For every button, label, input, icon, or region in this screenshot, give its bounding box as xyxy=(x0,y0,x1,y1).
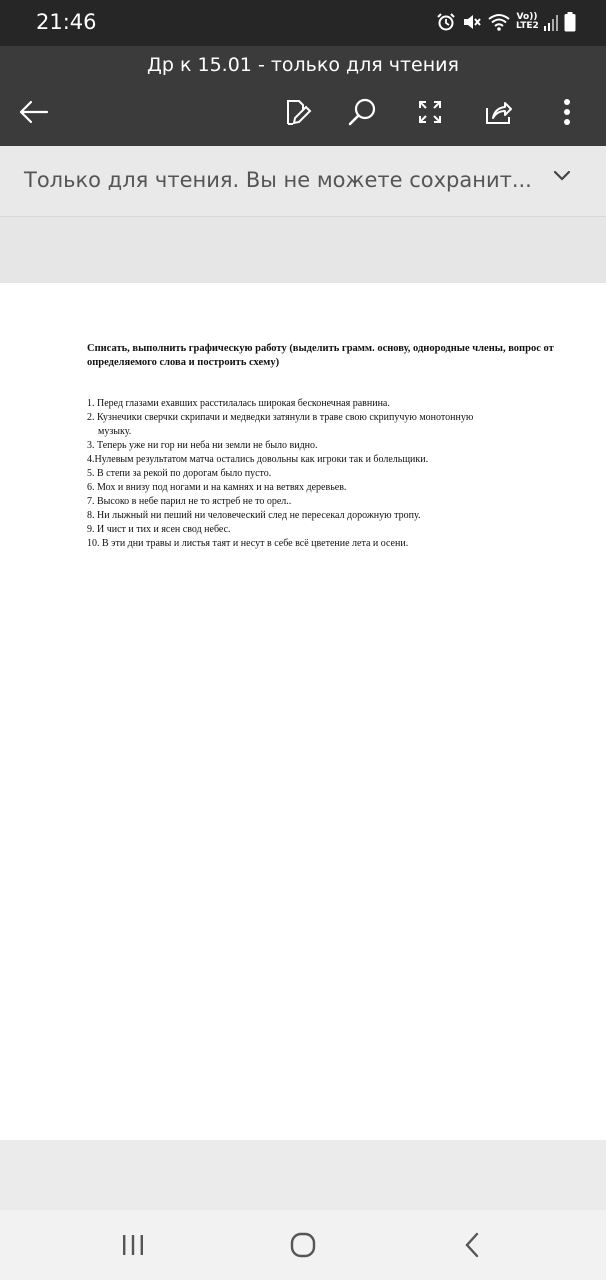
document-line: 2. Кузнечики сверчки скрипачи и медведки затянули в траве свою скрипучую монотонную xyxy=(87,412,474,423)
notice-text: Только для чтения. Вы не можете сохранит... xyxy=(24,168,532,192)
read-only-notice[interactable] xyxy=(0,146,606,217)
document-line: 1. Перед глазами ехавших расстилалась широкая бесконечная равнина. xyxy=(87,398,390,409)
document-line: 6. Мох и внизу под ногами и на камнях и на ветвях деревьев. xyxy=(87,482,347,493)
document-line: 9. И чист и тих и ясен свод небес. xyxy=(87,524,231,535)
chevron-down-icon xyxy=(552,168,572,182)
wifi-icon xyxy=(488,12,510,32)
document-title: Др к 15.01 - только для чтения xyxy=(147,54,459,76)
mute-icon xyxy=(462,12,482,32)
edit-button[interactable] xyxy=(279,94,315,130)
recent-apps-icon xyxy=(120,1233,146,1257)
app-header xyxy=(0,46,606,146)
back-arrow-icon xyxy=(19,100,49,124)
status-time: 21:46 xyxy=(36,10,97,34)
fullscreen-button[interactable] xyxy=(412,94,448,130)
network-label xyxy=(516,13,538,31)
document-bottom-gap xyxy=(0,1140,606,1210)
document-line: 5. В степи за рекой по дорогам было пусто. xyxy=(87,468,272,479)
document-top-gap xyxy=(0,217,606,283)
more-options-button[interactable] xyxy=(549,94,585,130)
back-icon xyxy=(463,1232,481,1258)
alarm-icon xyxy=(436,12,456,32)
search-button[interactable] xyxy=(344,94,380,130)
search-icon xyxy=(347,97,377,127)
status-icons xyxy=(436,11,576,33)
recent-apps-button[interactable] xyxy=(113,1230,153,1260)
document-heading: Списать, выполнить графическую работу (выделить грамм. основу, однородные члены, вопрос от определяемого слова и построить схему) xyxy=(87,343,554,368)
status-bar xyxy=(0,0,606,46)
battery-icon xyxy=(564,12,576,32)
signal-icon xyxy=(544,13,558,31)
fullscreen-icon xyxy=(415,97,445,127)
document-line: музыку. xyxy=(98,426,132,437)
edit-pen-icon xyxy=(282,97,312,127)
home-button[interactable] xyxy=(283,1230,323,1260)
network-label-top: Vo)) xyxy=(516,12,538,22)
back-button[interactable] xyxy=(16,94,52,130)
document-line: 3. Теперь уже ни гор ни неба ни земли не было видно. xyxy=(87,440,318,451)
more-vert-icon xyxy=(562,98,572,126)
home-icon xyxy=(289,1231,317,1259)
document-page[interactable] xyxy=(0,283,606,1140)
document-sentence-list xyxy=(87,397,577,551)
system-nav-bar xyxy=(0,1210,606,1280)
network-label-bottom: LTE2 xyxy=(516,21,539,31)
share-icon xyxy=(483,97,513,127)
document-line: 10. В эти дни травы и листья таят и несут в себе всё цветение лета и осени. xyxy=(87,538,409,549)
document-line: 7. Высоко в небе парил не то ястреб не то орел.. xyxy=(87,496,292,507)
document-line: 8. Ни лыжный ни пеший ни человеческий след не пересекал дорожную тропу. xyxy=(87,510,421,521)
notice-expand-button[interactable] xyxy=(552,168,572,187)
share-button[interactable] xyxy=(480,94,516,130)
system-back-button[interactable] xyxy=(452,1230,492,1260)
document-line: 4.Нулевым результатом матча остались довольны как игроки так и болельщики. xyxy=(87,454,429,465)
